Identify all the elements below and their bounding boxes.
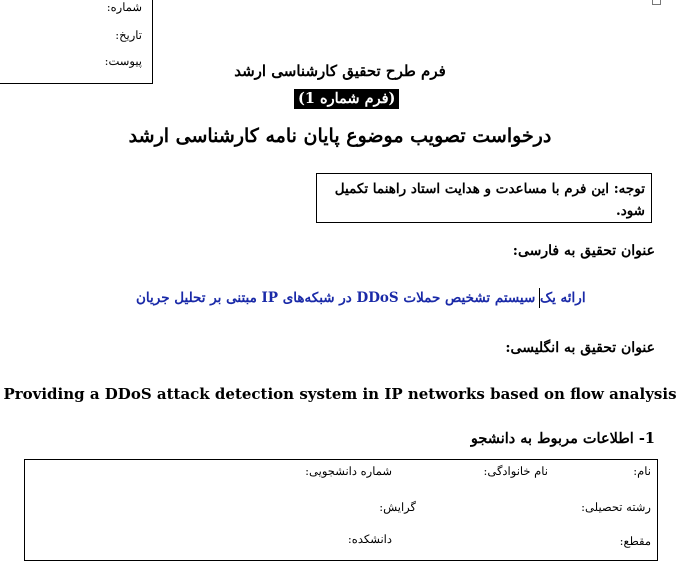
first-name-field[interactable]: نام: (633, 464, 651, 478)
field-of-study-field[interactable]: رشته تحصیلی: (581, 500, 651, 514)
english-title-label: عنوان تحقیق به انگلیسی: (505, 340, 655, 356)
last-name-field[interactable]: نام خانوادگی: (483, 464, 548, 478)
form-number-badge: (فرم شماره 1) (294, 89, 399, 109)
student-id-field[interactable]: شماره دانشجویی: (305, 464, 392, 478)
note-box (316, 173, 652, 223)
degree-field[interactable]: مقطع: (619, 534, 651, 548)
faculty-field[interactable]: دانشکده: (347, 532, 392, 546)
note-text: توجه: این فرم با مساعدت و هدایت استاد راهنما تکمیل شود. (334, 181, 645, 219)
english-title-value[interactable]: Providing a DDoS attack detection system in IP networks based on flow analysis (3, 385, 677, 403)
specialization-field[interactable]: گرایش: (379, 500, 416, 514)
number-label: شماره: (106, 0, 142, 14)
persian-title-label: عنوان تحقیق به فارسی: (512, 243, 655, 259)
attachment-label: پیوست: (104, 54, 142, 68)
main-title: درخواست تصویب موضوع پایان نامه کارشناسی ارشد (128, 125, 552, 147)
page-corner-handle[interactable] (652, 0, 661, 5)
form-title: فرم طرح تحقیق کارشناسی ارشد (234, 62, 446, 80)
student-info-box (24, 459, 658, 561)
date-label: تاریخ: (115, 28, 142, 42)
student-section-heading: 1- اطلاعات مربوط به دانشجو (470, 430, 655, 447)
persian-title-value[interactable]: ارائه یک سیستم تشخیص حملات DDoS در شبکه‌های IP مبتنی بر تحلیل جریان (136, 290, 586, 306)
